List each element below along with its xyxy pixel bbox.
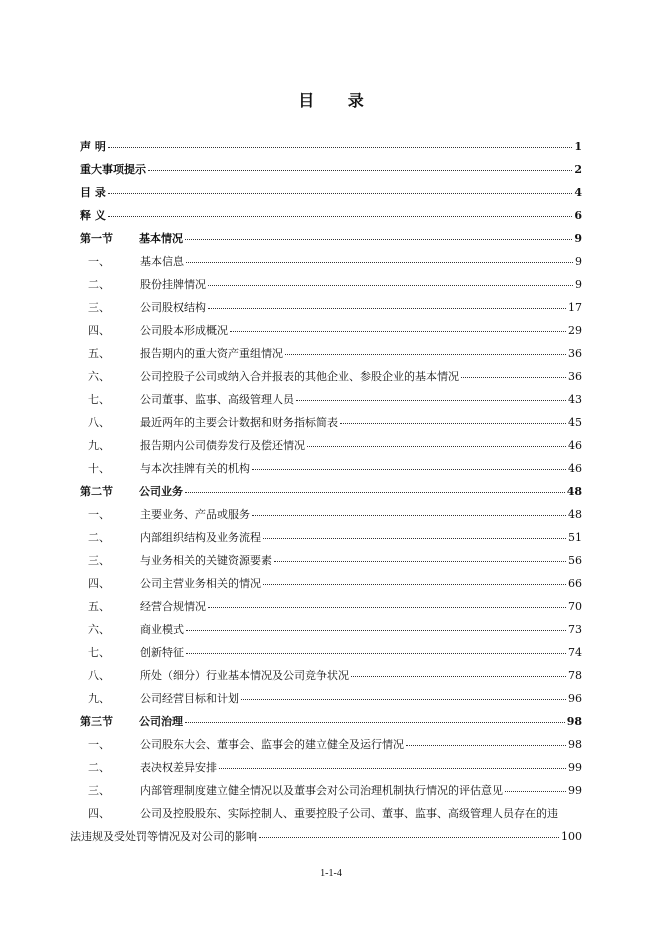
toc-entry-page: 66 — [568, 577, 582, 590]
toc-entry-page: 99 — [568, 784, 582, 797]
toc-entry-number: 二、 — [88, 761, 110, 774]
toc-entry-page: 96 — [568, 692, 582, 705]
toc-entry-number: 第一节 — [80, 232, 113, 245]
toc-entry-number: 三、 — [88, 554, 110, 567]
dot-leader — [461, 366, 566, 378]
toc-entry-number: 七、 — [88, 393, 110, 406]
toc-entry-label: 基本情况 — [139, 232, 183, 245]
toc-entry[interactable] — [80, 434, 582, 457]
dot-leader — [241, 688, 566, 700]
toc-entry-label: 表决权差异安排 — [140, 761, 217, 774]
toc-entry-number: 四、 — [88, 324, 110, 337]
dot-leader — [186, 619, 566, 631]
toc-entry-label: 报告期内的重大资产重组情况 — [140, 347, 283, 360]
toc-entry[interactable] — [80, 411, 582, 434]
dot-leader — [185, 481, 565, 493]
toc-entry-page: 78 — [568, 669, 582, 682]
toc-entry-number: 一、 — [88, 508, 110, 521]
dot-leader — [208, 274, 573, 286]
toc-entry-page: 36 — [568, 370, 582, 383]
toc-entry-page: 98 — [566, 715, 582, 728]
toc-entry-page: 46 — [568, 462, 582, 475]
dot-leader — [252, 458, 566, 470]
toc-entry-number: 八、 — [88, 669, 110, 682]
dot-leader — [307, 435, 566, 447]
toc-entry-number: 四、 — [88, 807, 110, 820]
toc-entry-label: 经营合规情况 — [140, 600, 206, 613]
toc-entry-label: 与本次挂牌有关的机构 — [140, 462, 250, 475]
dot-leader — [340, 412, 566, 424]
toc-entry-label: 公司及控股股东、实际控制人、重要控股子公司、董事、监事、高级管理人员存在的违 — [140, 807, 558, 820]
toc-entry-number: 声 明 — [80, 140, 106, 153]
toc-entry-number: 九、 — [88, 439, 110, 452]
page-title: 目 录 — [298, 91, 378, 110]
toc-entry-number: 三、 — [88, 301, 110, 314]
toc-entry-page: 6 — [574, 209, 582, 222]
dot-leader — [406, 734, 566, 746]
toc-entry-label: 内部组织结构及业务流程 — [140, 531, 261, 544]
toc-entry-page: 74 — [568, 646, 582, 659]
toc-entry-number: 目 录 — [80, 186, 106, 199]
toc-entry[interactable] — [80, 710, 582, 733]
toc-entry-page: 48 — [568, 508, 582, 521]
toc-entry-label: 公司股本形成概况 — [140, 324, 228, 337]
table-of-contents — [70, 135, 582, 848]
toc-entry-label: 创新特征 — [140, 646, 184, 659]
toc-entry-page: 51 — [568, 531, 582, 544]
toc-entry[interactable] — [80, 296, 582, 319]
toc-entry-page: 73 — [568, 623, 582, 636]
toc-entry-page: 99 — [568, 761, 582, 774]
toc-entry-label: 股份挂牌情况 — [140, 278, 206, 291]
toc-entry-page: 29 — [568, 324, 582, 337]
toc-entry-number: 一、 — [88, 738, 110, 751]
dot-leader — [230, 320, 566, 332]
toc-entry[interactable] — [80, 687, 582, 710]
toc-entry-number: 第二节 — [80, 485, 113, 498]
toc-entry[interactable] — [80, 503, 582, 526]
toc-entry-label: 公司经营目标和计划 — [140, 692, 239, 705]
toc-entry-label: 报告期内公司债券发行及偿还情况 — [140, 439, 305, 452]
toc-entry-page: 9 — [575, 278, 582, 291]
toc-entry[interactable] — [80, 158, 582, 181]
dot-leader — [185, 228, 572, 240]
toc-entry[interactable] — [80, 549, 582, 572]
toc-entry-label: 公司主营业务相关的情况 — [140, 577, 261, 590]
toc-entry-number: 释 义 — [80, 209, 106, 222]
dot-leader — [263, 573, 566, 585]
dot-leader — [505, 780, 566, 792]
toc-entry-page: 36 — [568, 347, 582, 360]
page-number: 1-1-4 — [320, 868, 342, 879]
toc-entry[interactable] — [80, 641, 582, 664]
toc-entry-label: 公司治理 — [139, 715, 183, 728]
dot-leader — [274, 550, 566, 562]
toc-entry-page: 70 — [568, 600, 582, 613]
toc-entry-page: 4 — [574, 186, 582, 199]
toc-entry-number: 三、 — [88, 784, 110, 797]
toc-entry[interactable] — [80, 319, 582, 342]
toc-entry[interactable] — [80, 273, 582, 296]
dot-leader — [108, 205, 573, 217]
toc-entry-label: 商业模式 — [140, 623, 184, 636]
dot-leader — [186, 642, 566, 654]
toc-entry-page: 48 — [566, 485, 582, 498]
toc-entry[interactable] — [80, 526, 582, 549]
dot-leader — [186, 251, 573, 263]
toc-entry-number: 六、 — [88, 623, 110, 636]
toc-entry-number: 四、 — [88, 577, 110, 590]
toc-entry-label: 公司业务 — [139, 485, 183, 498]
dot-leader — [185, 711, 565, 723]
toc-entry-label: 法违规及受处罚等情况及对公司的影响 — [70, 830, 257, 843]
toc-entry[interactable] — [80, 204, 582, 227]
toc-entry-page: 43 — [568, 393, 582, 406]
toc-entry-page: 1 — [574, 140, 582, 153]
toc-entry-number: 第三节 — [80, 715, 113, 728]
toc-entry-number: 六、 — [88, 370, 110, 383]
toc-entry-number: 二、 — [88, 278, 110, 291]
toc-entry[interactable] — [80, 250, 582, 273]
toc-entry-label: 主要业务、产品或服务 — [140, 508, 250, 521]
toc-entry[interactable] — [80, 135, 582, 158]
dot-leader — [259, 826, 559, 838]
toc-entry-label: 公司股东大会、董事会、监事会的建立健全及运行情况 — [140, 738, 404, 751]
toc-entry[interactable] — [80, 595, 582, 618]
toc-entry-page: 9 — [574, 232, 582, 245]
toc-entry-label: 基本信息 — [140, 255, 184, 268]
toc-entry-number: 七、 — [88, 646, 110, 659]
toc-entry-number: 五、 — [88, 600, 110, 613]
toc-entry[interactable] — [80, 802, 582, 825]
toc-entry[interactable] — [80, 181, 582, 204]
toc-entry[interactable] — [80, 457, 582, 480]
dot-leader — [108, 182, 573, 194]
dot-leader — [148, 159, 572, 171]
toc-entry-page: 45 — [568, 416, 582, 429]
toc-entry-number: 五、 — [88, 347, 110, 360]
dot-leader — [263, 527, 566, 539]
toc-entry-label: 与业务相关的关键资源要素 — [140, 554, 272, 567]
dot-leader — [351, 665, 566, 677]
toc-entry[interactable] — [80, 664, 582, 687]
toc-entry-number: 二、 — [88, 531, 110, 544]
toc-entry-label: 公司股权结构 — [140, 301, 206, 314]
toc-entry[interactable] — [80, 227, 582, 250]
dot-leader — [219, 757, 566, 769]
toc-entry[interactable] — [80, 618, 582, 641]
dot-leader — [208, 596, 566, 608]
toc-entry[interactable] — [80, 779, 582, 802]
toc-entry-page: 17 — [568, 301, 582, 314]
dot-leader — [285, 343, 566, 355]
toc-entry-label: 所处（细分）行业基本情况及公司竞争状况 — [140, 669, 349, 682]
toc-entry[interactable] — [80, 365, 582, 388]
toc-entry-number: 八、 — [88, 416, 110, 429]
toc-entry-page: 56 — [568, 554, 582, 567]
toc-entry-label: 公司控股子公司或纳入合并报表的其他企业、参股企业的基本情况 — [140, 370, 459, 383]
dot-leader — [296, 389, 566, 401]
toc-entry-label: 内部管理制度建立健全情况以及董事会对公司治理机制执行情况的评估意见 — [140, 784, 503, 797]
toc-entry-page: 9 — [575, 255, 582, 268]
toc-entry-page: 2 — [574, 163, 582, 176]
toc-entry[interactable] — [80, 756, 582, 779]
toc-entry-continuation[interactable] — [70, 825, 582, 848]
toc-entry-page: 100 — [561, 830, 582, 843]
toc-entry-number: 一、 — [88, 255, 110, 268]
dot-leader — [208, 297, 566, 309]
toc-entry-number: 九、 — [88, 692, 110, 705]
toc-entry-label: 最近两年的主要会计数据和财务指标简表 — [140, 416, 338, 429]
toc-entry[interactable] — [80, 388, 582, 411]
toc-entry[interactable] — [80, 733, 582, 756]
toc-entry-page: 98 — [568, 738, 582, 751]
toc-entry-number: 十、 — [88, 462, 110, 475]
dot-leader — [108, 136, 573, 148]
toc-entry-page: 46 — [568, 439, 582, 452]
toc-entry[interactable] — [80, 480, 582, 503]
toc-entry-label: 公司董事、监事、高级管理人员 — [140, 393, 294, 406]
toc-entry[interactable] — [80, 572, 582, 595]
toc-entry-number: 重大事项提示 — [80, 163, 146, 176]
toc-entry[interactable] — [80, 342, 582, 365]
dot-leader — [252, 504, 566, 516]
